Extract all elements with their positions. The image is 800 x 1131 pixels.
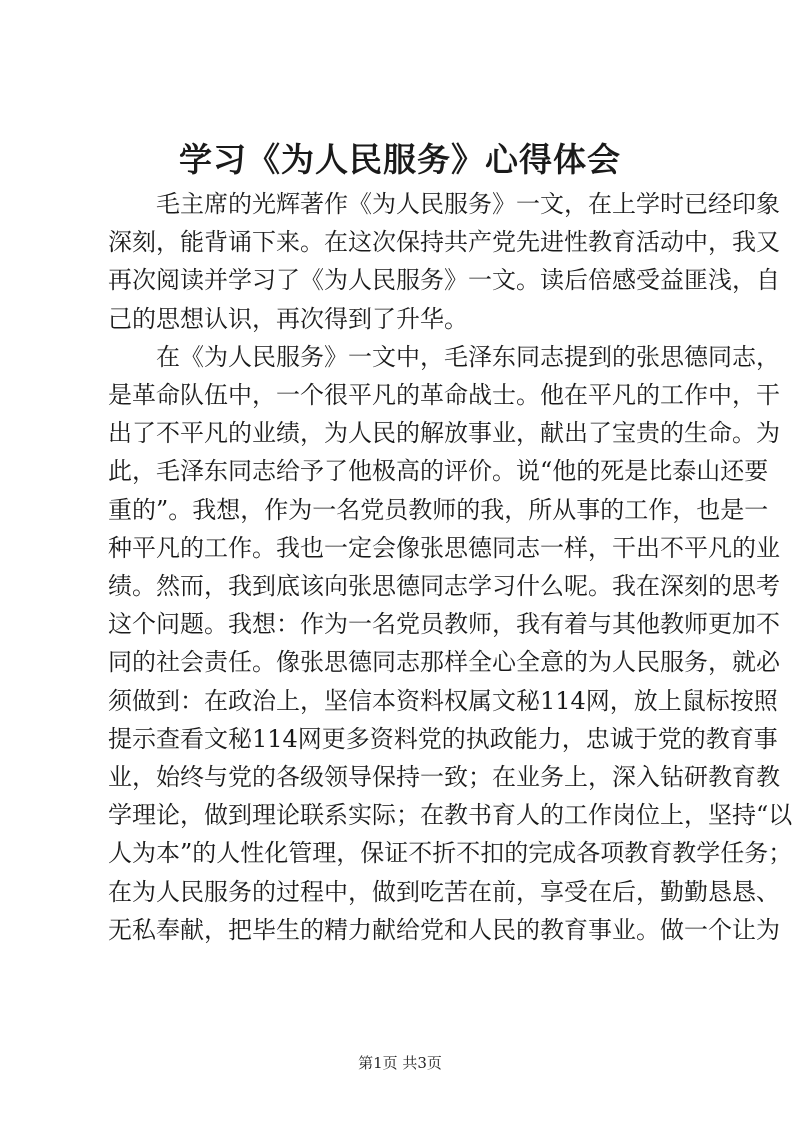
text-line: 提示查看文秘114网更多资料党的执政能力，忠诚于党的教育事: [108, 724, 778, 753]
text-line: 在《为人民服务》一文中，毛泽东同志提到的张思德同志，: [156, 342, 780, 371]
document-body: [108, 185, 793, 949]
text-line: 己的思想认识，再次得到了升华。: [108, 304, 468, 333]
text-line: 在为人民服务的过程中，做到吃苦在前，享受在后，勤勤恳恳、: [108, 877, 780, 906]
text-line: 无私奉献，把毕生的精力献给党和人民的教育事业。做一个让为: [108, 915, 780, 944]
text-line: 业，始终与党的各级领导保持一致；在业务上，深入钻研教育教: [108, 763, 780, 792]
text-line: 这个问题。我想：作为一名党员教师，我有着与其他教师更加不: [108, 610, 780, 639]
text-line: 出了不平凡的业绩，为人民的解放事业，献出了宝贵的生命。为: [108, 419, 780, 448]
text-line: 学理论，做到理论联系实际；在教书育人的工作岗位上，坚持“以: [108, 801, 793, 830]
text-line: 须做到：在政治上，坚信本资料权属文秘114网，放上鼠标按照: [108, 686, 778, 715]
text-line: 种平凡的工作。我也一定会像张思德同志一样，干出不平凡的业: [108, 533, 780, 562]
text-line: 再次阅读并学习了《为人民服务》一文。读后倍感受益匪浅，自: [108, 266, 780, 295]
text-line: 人为本”的人性化管理，保证不折不扣的完成各项教育教学任务；: [108, 839, 793, 868]
text-line: 是革命队伍中，一个很平凡的革命战士。他在平凡的工作中，干: [108, 381, 780, 410]
paragraph-2: [108, 338, 793, 949]
text-line: 同的社会责任。像张思德同志那样全心全意的为人民服务，就必: [108, 648, 780, 677]
text-line: 毛主席的光辉著作《为人民服务》一文，在上学时已经印象: [156, 190, 780, 218]
paragraph-1: [108, 185, 780, 338]
page-footer: 第1页 共3页: [358, 1054, 442, 1072]
text-line: 此，毛泽东同志给予了他极高的评价。说“他的死是比泰山还要: [108, 457, 769, 486]
text-line: 深刻，能背诵下来。在这次保持共产党先进性教育活动中，我又: [108, 228, 780, 257]
page-title: 学习《为人民服务》心得体会: [179, 140, 621, 179]
text-line: 重的”。我想，作为一名党员教师的我，所从事的工作，也是一: [108, 495, 769, 524]
text-line: 绩。然而，我到底该向张思德同志学习什么呢。我在深刻的思考: [108, 572, 780, 601]
